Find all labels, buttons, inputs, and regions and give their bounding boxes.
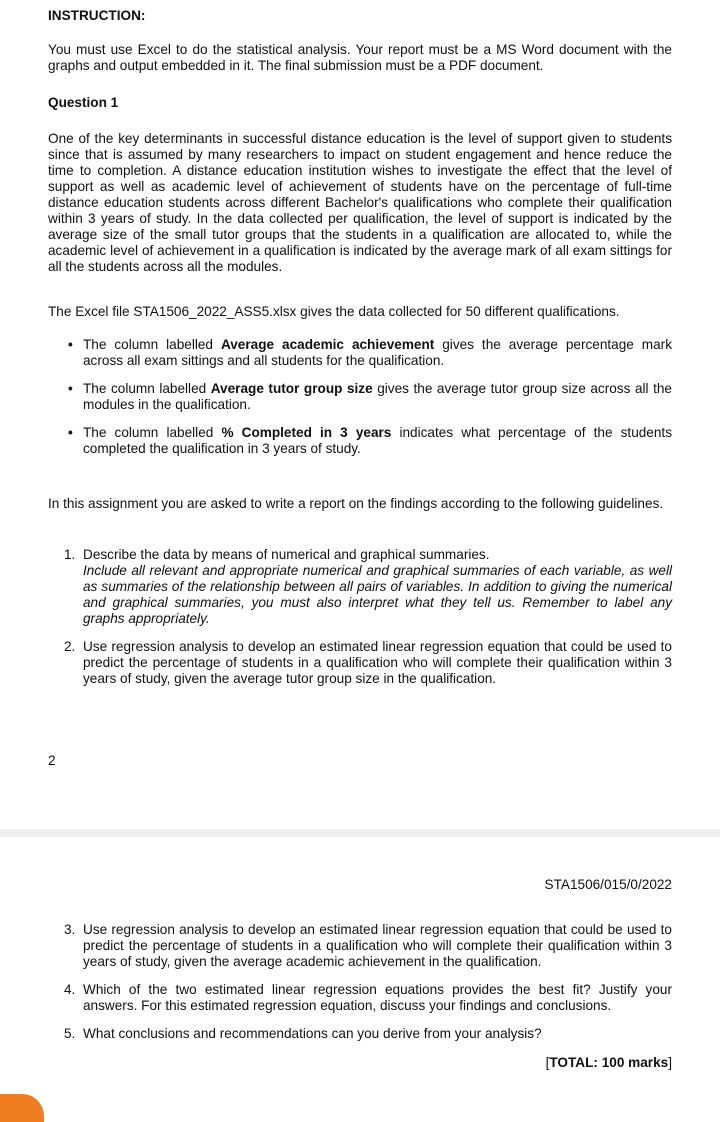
item-number: 5. <box>64 1026 76 1041</box>
list-item <box>48 381 672 413</box>
question-heading-block <box>48 95 672 111</box>
item-text: Use regression analysis to develop an estimated linear regression equation that could be used to predict the percentage of students in a qualification who will complete their qualification within 3 years of study, given the average tutor group size in the qualification. <box>83 639 672 686</box>
list-item <box>48 982 672 1014</box>
instruction-text-block <box>48 42 672 74</box>
item-italic-text: Include all relevant and appropriate numerical and graphical summaries of each variable, as well as summaries of the relationship between all pairs of variables. In addition to giving the numerical and graphical summaries, you must also interpret what they tell us. Remember to label any graphs appropriately. <box>83 563 672 626</box>
bullet-bold: Average tutor group size <box>210 381 373 396</box>
total-bracket-close: ] <box>668 1055 672 1070</box>
total-text: TOTAL: 100 marks <box>549 1055 669 1070</box>
item-text: What conclusions and recommendations can you derive from your analysis? <box>83 1026 542 1041</box>
bullet-text: gives the average percentage mark across all exam sittings and all students for the qualification. <box>83 337 672 368</box>
bullet-icon: • <box>68 381 73 396</box>
list-item <box>48 547 672 627</box>
assignment-paragraph: In this assignment you are asked to write a report on the findings according to the following guidelines. <box>48 496 664 511</box>
list-item <box>48 337 672 369</box>
file-block <box>48 304 672 320</box>
item-number: 3. <box>64 922 76 937</box>
bullet-text: The column labelled <box>83 337 221 352</box>
item-text: Describe the data by means of numerical and graphical summaries. <box>83 547 490 562</box>
page-separator <box>0 829 720 837</box>
intro-block <box>48 131 672 275</box>
assignment-block <box>48 496 672 512</box>
bullet-bold: Average academic achievement <box>220 337 435 352</box>
bullet-list <box>48 337 672 457</box>
file-paragraph: The Excel file STA1506_2022_ASS5.xlsx gives the data collected for 50 different qualifications. <box>48 304 620 319</box>
instruction-section <box>48 8 672 24</box>
page-number: 2 <box>48 753 56 768</box>
bullet-text: indicates what percentage of the students completed the qualification in 3 years of study. <box>83 425 673 456</box>
item-number: 1. <box>64 547 76 562</box>
bullet-text: The column labelled <box>83 381 211 396</box>
question-heading: Question 1 <box>48 95 119 110</box>
bullet-text: gives the average tutor group size across all the modules in the qualification. <box>83 381 672 412</box>
bullet-icon: • <box>68 337 73 352</box>
item-number: 4. <box>64 982 76 997</box>
document-page-2 <box>0 837 720 1108</box>
intro-paragraph: One of the key determinants in successful distance education is the level of support given to students since that is assumed by many researchers to impact on student engagement and hence reduce the time to completion. A distance education institution wishes to investigate the effect that the level of support as well as academic level of achievement of students have on the percentage of full-time distance education students across different Bachelor's qualifications who complete their qualification within 3 years of study. In the data collected per qualification, the level of support is indicated by the average size of the small tutor groups that the students in a qualification are allocated to, while the academic level of achievement in a qualification is indicated by the average mark of all exam sittings for all the students across all the modules. <box>48 131 672 274</box>
instruction-text: You must use Excel to do the statistical analysis. Your report must be a MS Word document with the graphs and output embedded in it. The final submission must be a PDF document. <box>48 42 672 73</box>
list-item <box>48 425 672 457</box>
item-number: 2. <box>64 639 76 654</box>
list-item <box>48 639 672 687</box>
list-item <box>48 1026 672 1042</box>
item-text: Which of the two estimated linear regression equations provides the best fit? Justify your answers. For this estimated regression equation, discuss your findings and conclusions. <box>83 982 672 1013</box>
list-item <box>48 922 672 970</box>
numbered-list-1 <box>48 547 672 687</box>
bullet-text: The column labelled <box>83 425 222 440</box>
bullet-bold: % Completed in 3 years <box>221 425 392 440</box>
document-code: STA1506/015/0/2022 <box>544 877 672 892</box>
brand-corner-shape <box>0 1094 44 1122</box>
bullet-icon: • <box>68 425 73 440</box>
total-bracket-open: [ <box>545 1055 550 1070</box>
numbered-list-2 <box>48 922 672 1042</box>
total-marks <box>546 1055 672 1071</box>
instruction-heading: INSTRUCTION: <box>48 8 146 23</box>
item-text: Use regression analysis to develop an estimated linear regression equation that could be used to predict the percentage of students in a qualification who will complete their qualification within 3 years of study, given the average academic achievement in the qualification. <box>83 922 672 969</box>
